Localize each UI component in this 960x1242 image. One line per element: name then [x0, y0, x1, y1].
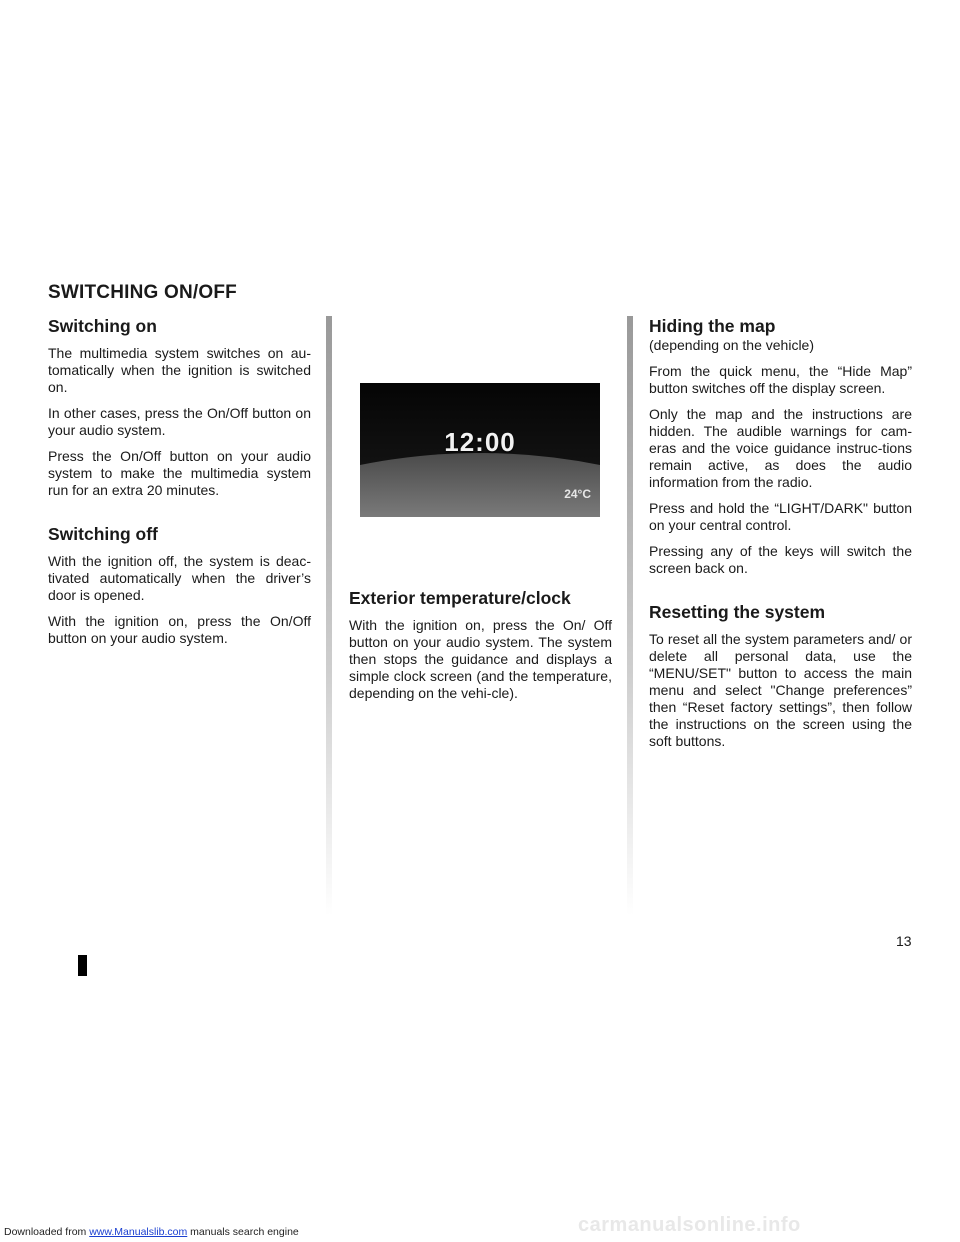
column-switching	[48, 316, 311, 656]
page-title: SWITCHING ON/OFF	[48, 282, 237, 303]
paragraph: Press and hold the “LIGHT/DARK" button on your central control.	[649, 500, 912, 533]
paragraph: Only the map and the instructions are hidden. The audible warnings for cam-eras and the voice guidance instruc-tions remain active, as does the audio information from the radio.	[649, 406, 912, 490]
heading-switching-on: Switching on	[48, 316, 157, 336]
heading-switching-off: Switching off	[48, 524, 158, 544]
paragraph: The multimedia system switches on au-tomatically when the ignition is switched on.	[48, 345, 311, 395]
watermark-text: carmanualsonline.info	[578, 1214, 801, 1236]
column-map	[649, 316, 912, 759]
column-divider	[627, 316, 633, 916]
manualslib-link[interactable]: www.Manualslib.com	[89, 1226, 188, 1238]
column-divider	[326, 316, 332, 916]
footer-suffix: manuals search engine	[187, 1226, 299, 1238]
heading-resetting-system: Resetting the system	[649, 602, 826, 622]
paragraph: From the quick menu, the “Hide Map” button switches off the display screen.	[649, 363, 912, 396]
paragraph: Pressing any of the keys will switch the screen back on.	[649, 543, 912, 576]
paragraph: To reset all the system parameters and/ or delete all personal data, use the “MENU/SET" button to access the main menu and select "Change preferences” then “Reset factory settings”, then follow the instructions on the screen using the soft buttons.	[649, 631, 912, 749]
paragraph: Press the On/Off button on your audio system to make the multimedia system run for an extra 20 minutes.	[48, 448, 311, 498]
footer-prefix: Downloaded from	[4, 1226, 90, 1238]
paragraph: With the ignition on, press the On/ Off button on your audio system. The system then stops the guidance and displays a simple clock screen (and the temperature, depending on the vehi-cle).	[349, 617, 612, 701]
subheading: (depending on the vehicle)	[649, 337, 815, 353]
clock-time: 12:00	[444, 427, 516, 457]
temperature-readout: 24°C	[564, 487, 591, 501]
column-exterior	[349, 588, 612, 711]
download-footer	[4, 1226, 299, 1238]
clock-screen-illustration	[360, 383, 600, 517]
heading-exterior-temperature: Exterior temperature/clock	[349, 588, 571, 608]
section-marker	[78, 955, 87, 976]
paragraph: With the ignition off, the system is deac-tivated automatically when the driver’s door is opened.	[48, 553, 311, 603]
heading-hiding-map: Hiding the map	[649, 316, 776, 336]
paragraph: With the ignition on, press the On/Off button on your audio system.	[48, 613, 311, 646]
paragraph: In other cases, press the On/Off button on your audio system.	[48, 405, 311, 438]
page-number: 13	[896, 933, 912, 949]
